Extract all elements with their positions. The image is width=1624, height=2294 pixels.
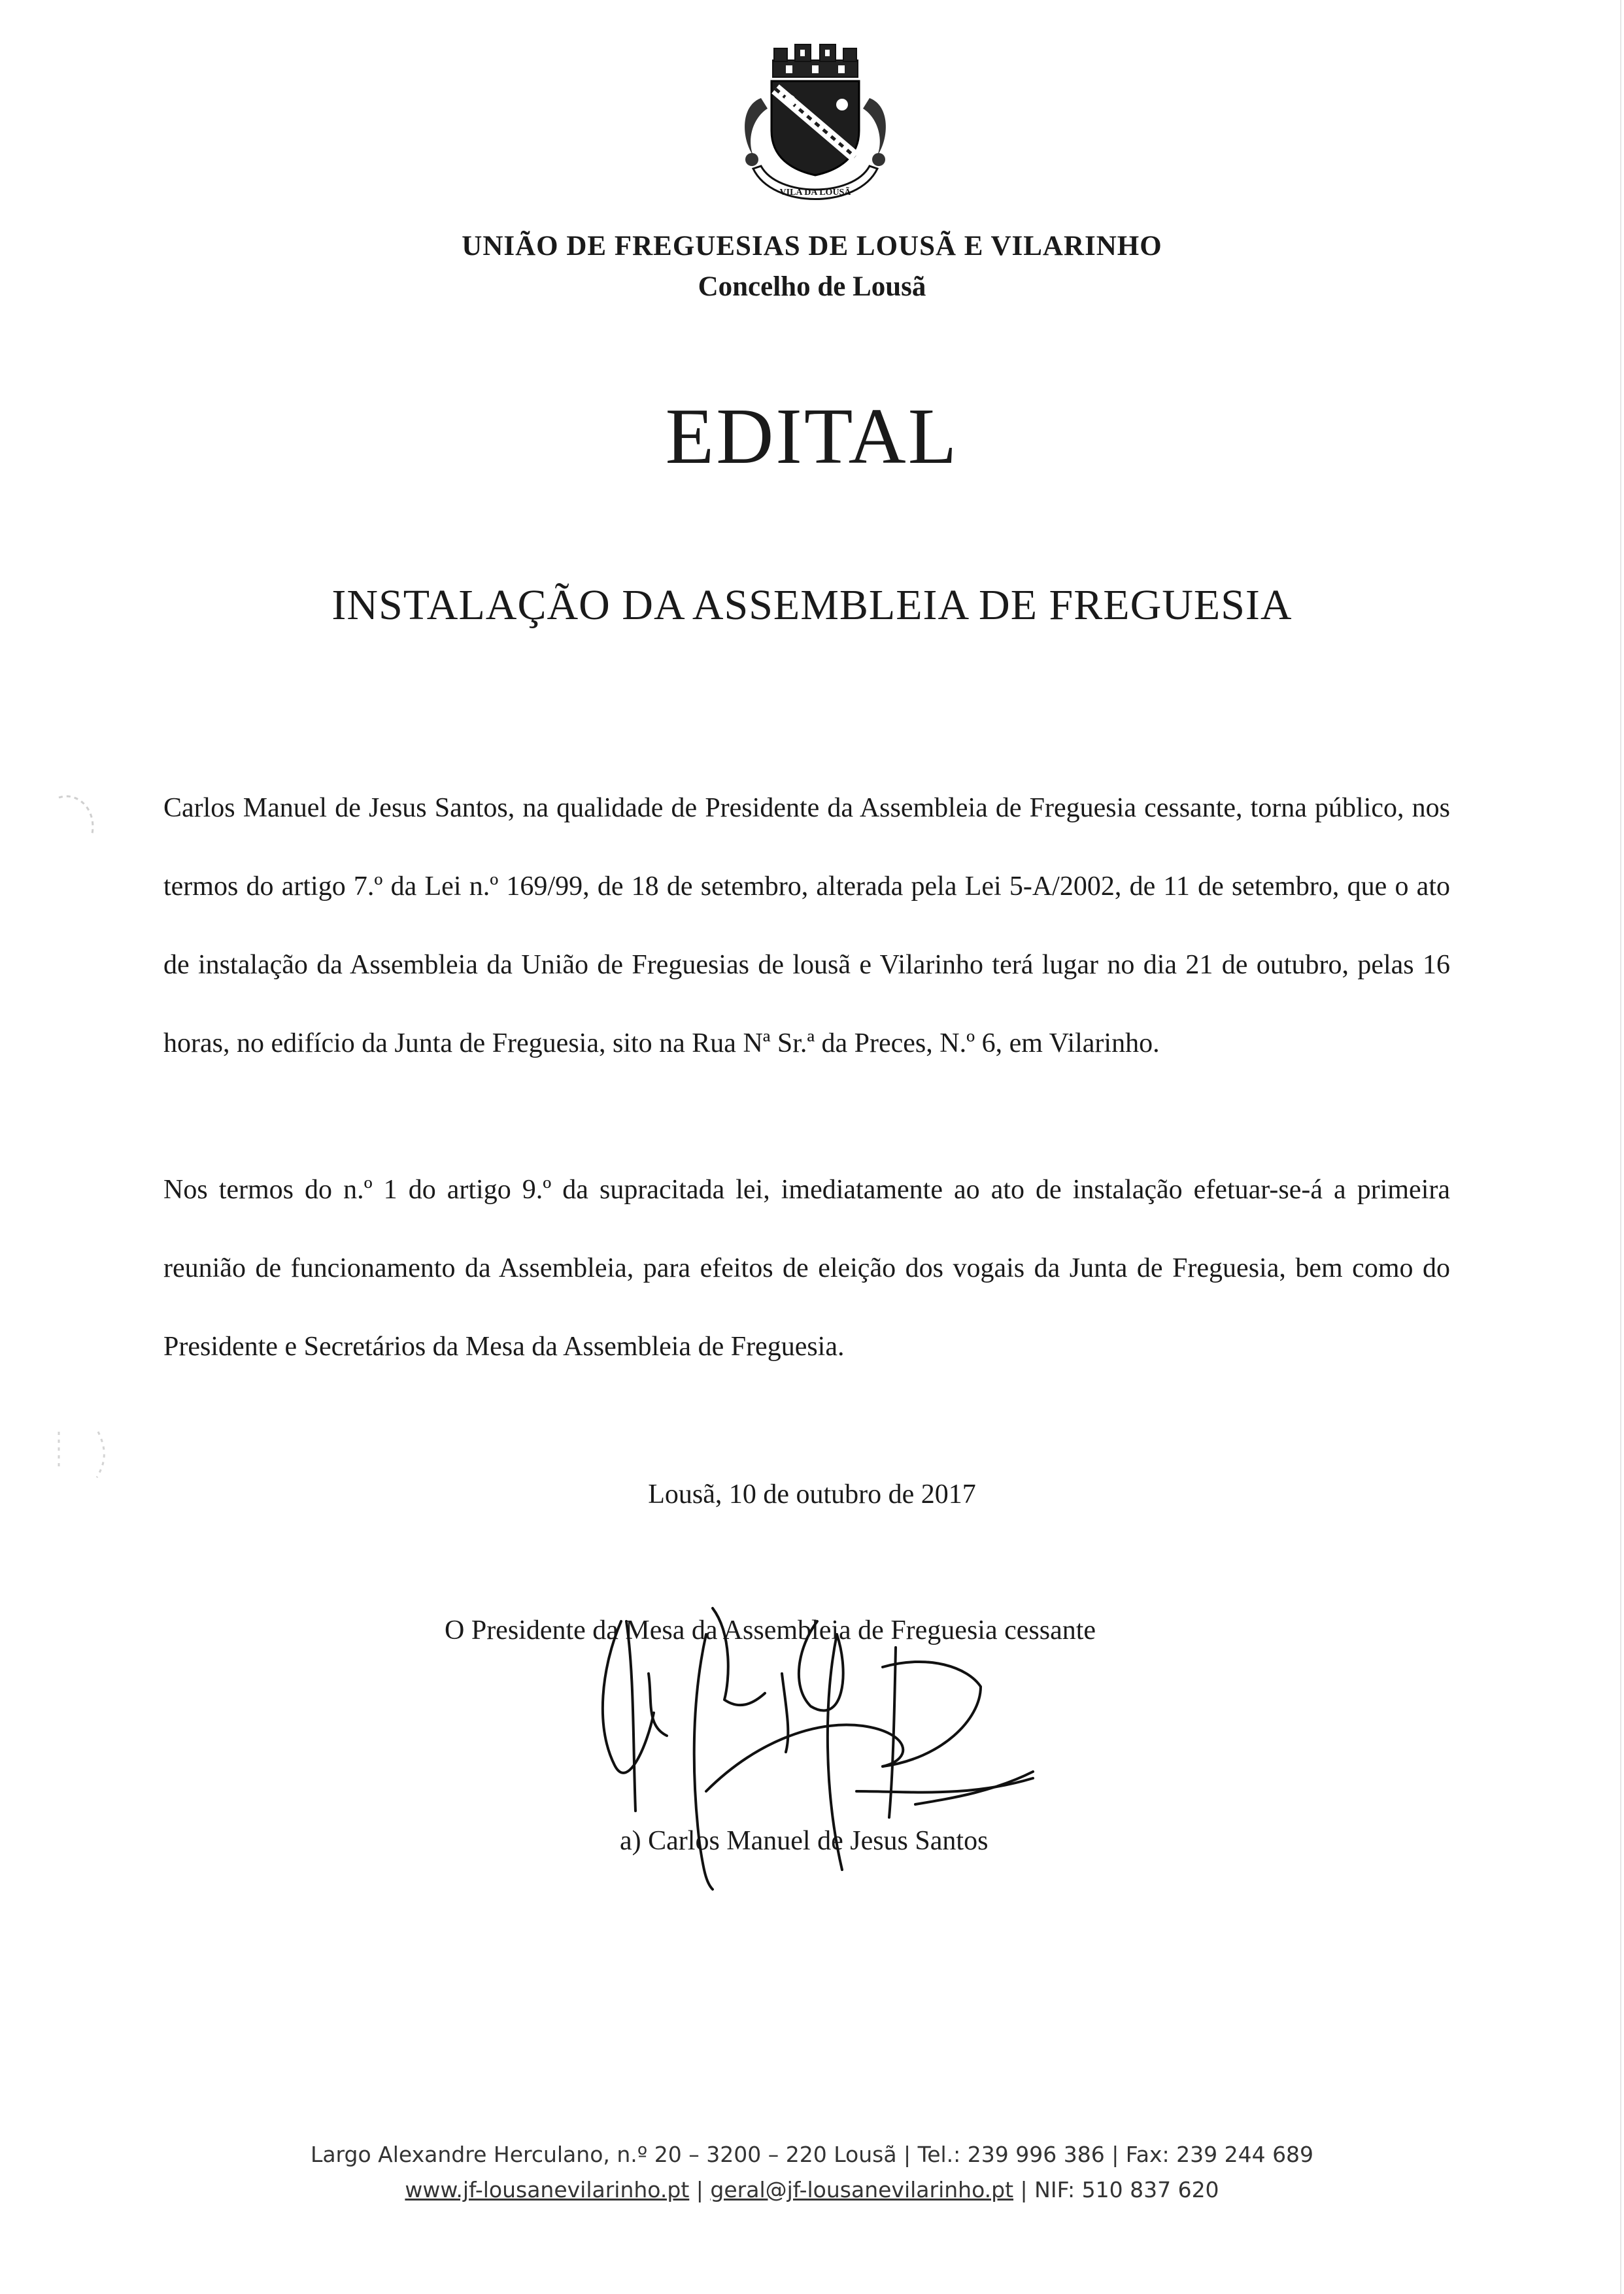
body-paragraph-2: Nos termos do n.º 1 do artigo 9.º da supracitada lei, imediatamente ao ato de instalação efetuar-se-á a primeira reunião de funcionamento da Assembleia, para efeitos de eleição dos vogais da Junta de Freguesia, bem como do Presidente e Secretários da Mesa da Assembleia de Freguesia. bbox=[163, 1175, 1450, 1362]
organization-municipality: Concelho de Lousã bbox=[698, 271, 926, 302]
scan-artifact-icon bbox=[46, 1425, 118, 1484]
crest-motto: VILA DA LOUSÃ bbox=[779, 188, 851, 197]
footer-address: Largo Alexandre Herculano, n.º 20 – 3200 – 220 Lousã | Tel.: 239 996 386 | Fax: 239 244 689 bbox=[310, 2142, 1314, 2167]
footer-separator: | bbox=[689, 2177, 711, 2202]
scan-edge-line bbox=[1620, 0, 1621, 2294]
footer-separator: | bbox=[1013, 2177, 1035, 2202]
document-subtitle: INSTALAÇÃO DA ASSEMBLEIA DE FREGUESIA bbox=[331, 581, 1293, 629]
place-and-date: Lousã, 10 de outubro de 2017 bbox=[648, 1479, 976, 1510]
signatory-name: a) Carlos Manuel de Jesus Santos bbox=[620, 1826, 989, 1856]
organization-name: UNIÃO DE FREGUESIAS DE LOUSÃ E VILARINHO bbox=[462, 231, 1162, 261]
page-title: EDITAL bbox=[665, 392, 959, 481]
municipal-crest-icon bbox=[727, 41, 904, 217]
email-link[interactable]: geral@jf-lousanevilarinho.pt bbox=[710, 2177, 1014, 2202]
handwritten-signature-icon bbox=[575, 1595, 1072, 1896]
scan-artifact-icon bbox=[39, 784, 111, 856]
body-paragraph-1: Carlos Manuel de Jesus Santos, na qualidade de Presidente da Assembleia de Freguesia cessante, torna público, nos termos do artigo 7.º da Lei n.º 169/99, de 18 de setembro, alterada pela Lei 5-A/2002, de 11 de setembro, que o ato de instalação da Assembleia da União de Freguesias de lousã e Vilarinho terá lugar no dia 21 de outubro, pelas 16 horas, no edifício da Junta de Freguesia, sito na Rua Nª Sr.ª da Preces, N.º 6, em Vilarinho. bbox=[163, 793, 1450, 1058]
footer-nif: NIF: 510 837 620 bbox=[1034, 2177, 1219, 2202]
website-link[interactable]: www.jf-lousanevilarinho.pt bbox=[405, 2177, 690, 2202]
footer-contacts bbox=[0, 2177, 1624, 2202]
signatory-role: O Presidente da Mesa da Assembleia de Freguesia cessante bbox=[445, 1615, 1096, 1645]
